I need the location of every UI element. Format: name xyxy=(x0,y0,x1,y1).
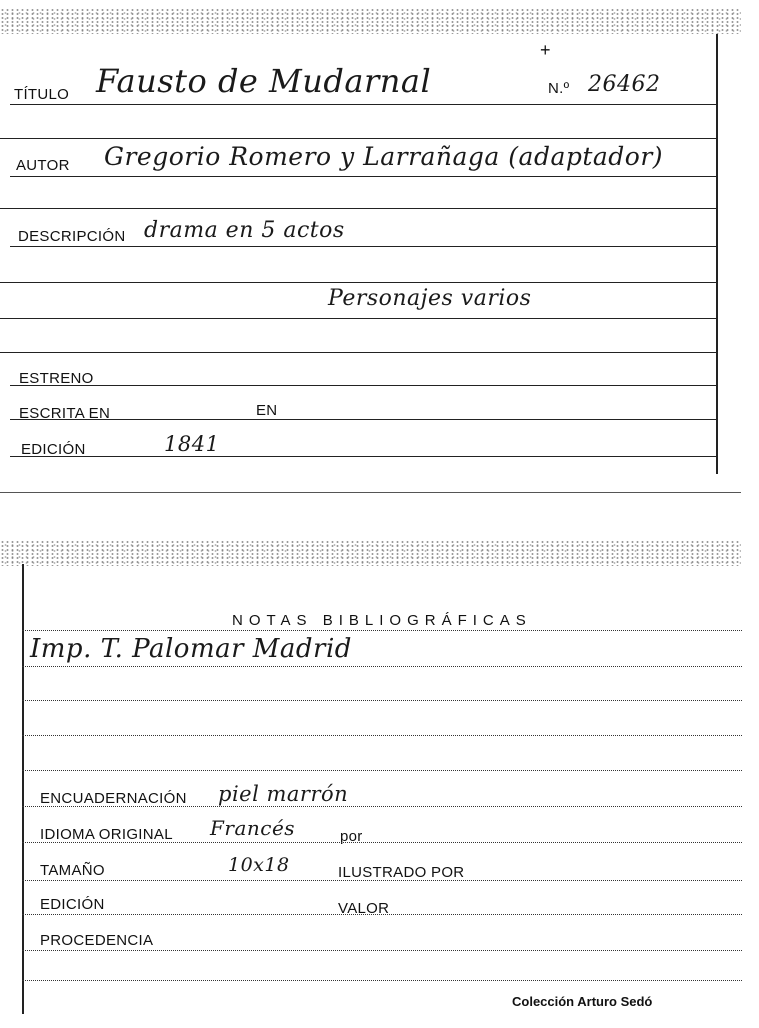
card-edge-texture xyxy=(0,8,741,34)
rule-line xyxy=(22,842,742,843)
procedencia-label: PROCEDENCIA xyxy=(40,932,154,949)
valor-label: VALOR xyxy=(338,900,390,917)
descripcion-value-2: Personajes varios xyxy=(328,286,532,311)
idioma-value: Francés xyxy=(210,816,296,840)
rule-line xyxy=(22,700,742,701)
estreno-label: ESTRENO xyxy=(19,370,94,387)
card-divider xyxy=(0,492,741,493)
rule-line xyxy=(10,456,716,457)
rule-line xyxy=(22,630,742,631)
encuadernacion-label: ENCUADERNACIÓN xyxy=(40,790,187,807)
tamano-value: 10x18 xyxy=(228,854,290,876)
numero-label: N.º xyxy=(548,80,570,97)
autor-label: AUTOR xyxy=(16,157,70,174)
rule-line xyxy=(22,666,742,667)
collection-footer: Colección Arturo Sedó xyxy=(512,994,653,1009)
rule-line xyxy=(22,880,742,881)
rule-line xyxy=(0,352,716,353)
card-border-left xyxy=(22,564,24,1014)
rule-line xyxy=(10,385,716,386)
rule-line xyxy=(22,735,742,736)
rule-line xyxy=(10,246,716,247)
en-label: EN xyxy=(256,402,278,419)
card-edge-texture xyxy=(0,540,741,566)
descripcion-value: drama en 5 actos xyxy=(144,218,345,243)
rule-line xyxy=(10,419,716,420)
notas-title: NOTAS BIBLIOGRÁFICAS xyxy=(232,612,532,629)
card-border xyxy=(716,34,718,474)
plus-mark: + xyxy=(540,40,551,60)
ilustrado-label: ILUSTRADO POR xyxy=(338,864,465,881)
tamano-label: TAMAÑO xyxy=(40,862,105,879)
encuadernacion-value: piel marrón xyxy=(218,782,349,806)
rule-line xyxy=(22,950,742,951)
edicion-label-bottom: EDICIÓN xyxy=(40,896,105,913)
rule-line xyxy=(22,914,742,915)
notas-value: Imp. T. Palomar Madrid xyxy=(30,634,352,664)
autor-value: Gregorio Romero y Larrañaga (adaptador) xyxy=(104,142,664,171)
rule-line xyxy=(0,208,716,209)
edicion-label: EDICIÓN xyxy=(21,441,86,458)
titulo-value: Fausto de Mudarnal xyxy=(96,62,432,100)
rule-line xyxy=(0,138,716,139)
rule-line xyxy=(22,806,742,807)
edicion-value: 1841 xyxy=(164,432,220,456)
titulo-label: TÍTULO xyxy=(14,86,70,103)
idioma-label: IDIOMA ORIGINAL xyxy=(40,826,173,843)
rule-line xyxy=(22,980,742,981)
catalog-card-bottom xyxy=(0,540,741,1028)
rule-line xyxy=(10,104,716,105)
rule-line xyxy=(0,318,716,319)
rule-line xyxy=(10,176,716,177)
escrita-label: ESCRITA EN xyxy=(19,405,111,422)
por-label: por xyxy=(340,828,363,845)
descripcion-label: DESCRIPCIÓN xyxy=(18,228,126,245)
numero-value: 26462 xyxy=(588,72,661,97)
rule-line xyxy=(22,770,742,771)
catalog-card-top xyxy=(0,0,741,490)
rule-line xyxy=(0,282,716,283)
